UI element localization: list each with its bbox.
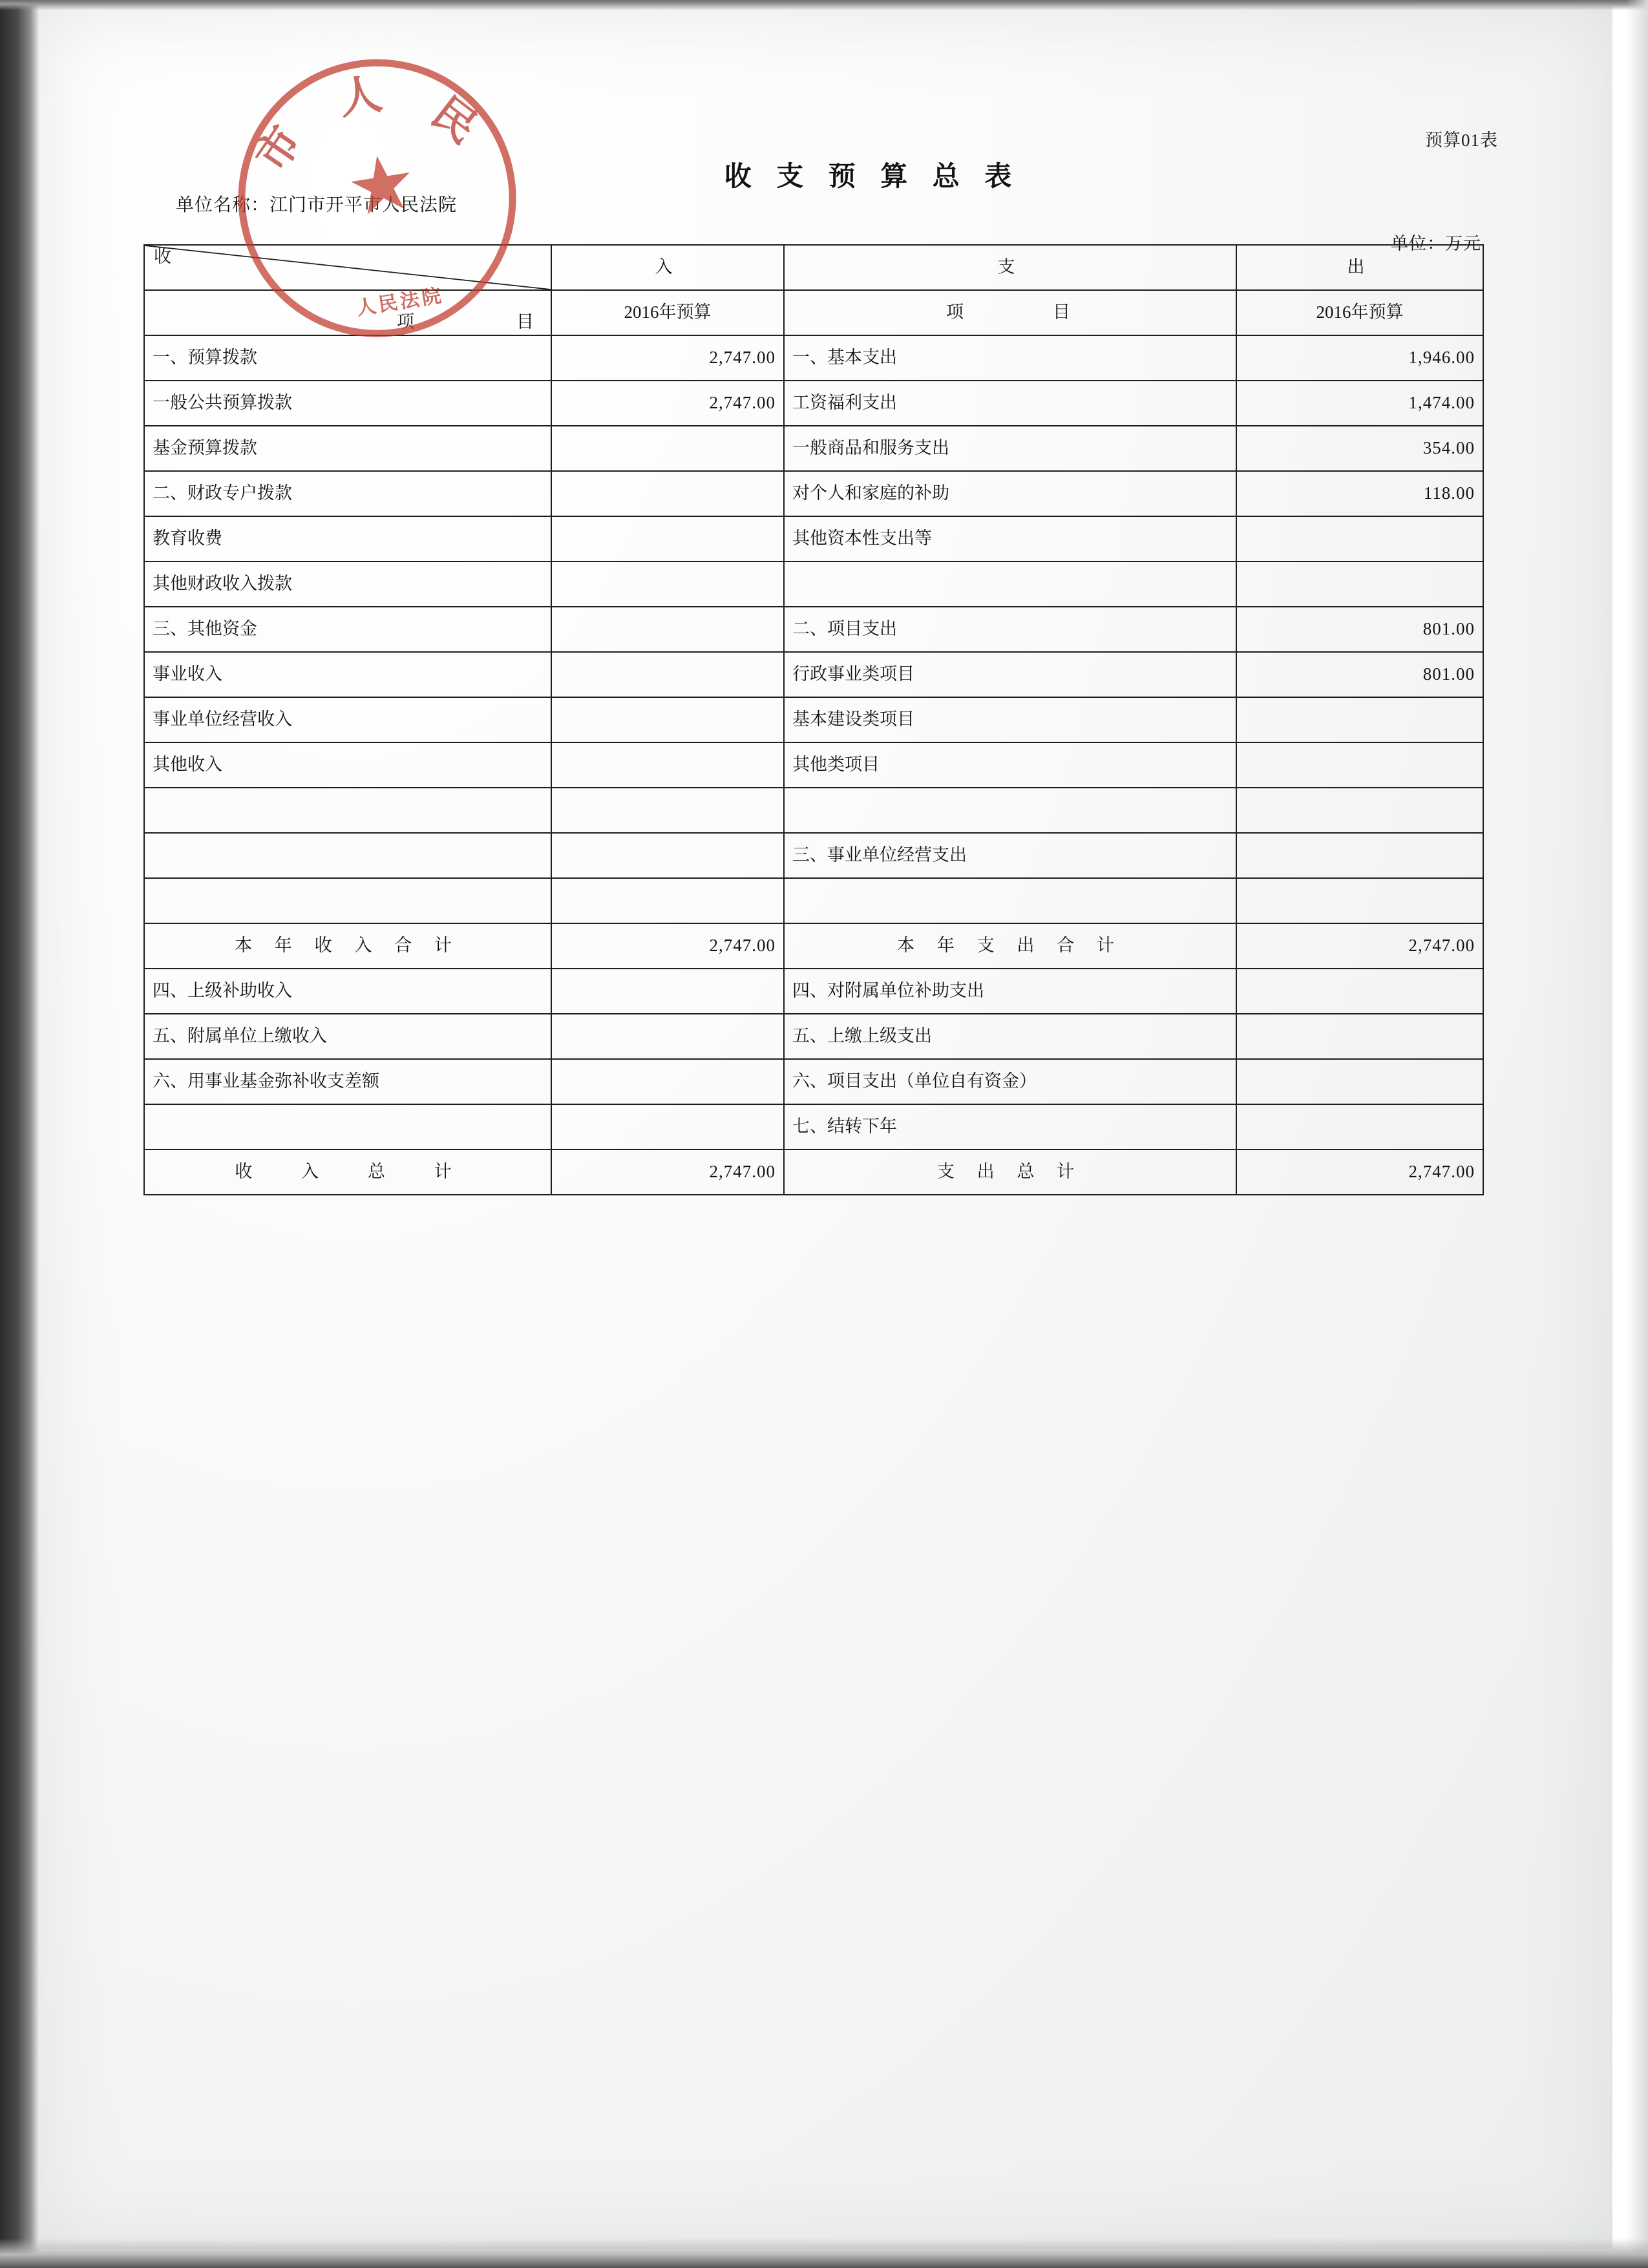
income-value bbox=[551, 833, 784, 878]
seal-arc-text: 市 人 民 bbox=[248, 70, 487, 180]
income-label: 三、其他资金 bbox=[144, 607, 551, 652]
expense-subtotal-value: 2,747.00 bbox=[1236, 923, 1483, 969]
income-value bbox=[551, 562, 784, 607]
seal-bottom-text: 人民法院 bbox=[355, 284, 445, 320]
income-value bbox=[551, 471, 784, 516]
income-split-top-text: 收 bbox=[154, 247, 178, 266]
income-value bbox=[551, 1059, 784, 1104]
income-value bbox=[551, 652, 784, 697]
expense-label: 六、项目支出（单位自有资金） bbox=[784, 1059, 1236, 1104]
income-label bbox=[144, 1104, 551, 1150]
table-row bbox=[144, 471, 1483, 516]
expense-value: 801.00 bbox=[1236, 607, 1483, 652]
grand-total-row bbox=[144, 1150, 1483, 1195]
income-label: 一、预算拨款 bbox=[144, 335, 551, 381]
expense-value bbox=[1236, 969, 1483, 1014]
income-label bbox=[144, 833, 551, 878]
table-row bbox=[144, 381, 1483, 426]
seal-star-icon: ★ bbox=[340, 137, 423, 233]
expense-label bbox=[784, 562, 1236, 607]
table-row bbox=[144, 1059, 1483, 1104]
income-label: 五、附属单位上缴收入 bbox=[144, 1014, 551, 1059]
income-label: 六、用事业基金弥补收支差额 bbox=[144, 1059, 551, 1104]
expense-value: 801.00 bbox=[1236, 652, 1483, 697]
budget-table bbox=[143, 244, 1484, 1195]
expense-value bbox=[1236, 788, 1483, 833]
expense-value bbox=[1236, 1104, 1483, 1150]
income-value bbox=[551, 607, 784, 652]
table-row bbox=[144, 833, 1483, 878]
expense-value: 354.00 bbox=[1236, 426, 1483, 471]
income-label: 二、财政专户拨款 bbox=[144, 471, 551, 516]
expense-label: 基本建设类项目 bbox=[784, 697, 1236, 742]
sheet-code-label: 预算01表 bbox=[1425, 131, 1498, 150]
table-row bbox=[144, 562, 1483, 607]
expense-year-header: 2016年预算 bbox=[1236, 290, 1483, 335]
expense-label: 三、事业单位经营支出 bbox=[784, 833, 1236, 878]
table-row bbox=[144, 1014, 1483, 1059]
income-label: 其他收入 bbox=[144, 742, 551, 788]
income-value bbox=[551, 788, 784, 833]
income-subtotal-label: 本 年 收 入 合 计 bbox=[144, 923, 551, 969]
table-row bbox=[144, 607, 1483, 652]
expense-value bbox=[1236, 697, 1483, 742]
expense-label: 工资福利支出 bbox=[784, 381, 1236, 426]
expense-value bbox=[1236, 878, 1483, 923]
table-row bbox=[144, 742, 1483, 788]
income-total-value: 2,747.00 bbox=[551, 1150, 784, 1195]
table-row bbox=[144, 969, 1483, 1014]
income-total-label: 收 入 总 计 bbox=[144, 1150, 551, 1195]
income-label: 教育收费 bbox=[144, 516, 551, 562]
expense-value bbox=[1236, 833, 1483, 878]
income-value bbox=[551, 1014, 784, 1059]
expense-value: 1,946.00 bbox=[1236, 335, 1483, 381]
expense-value bbox=[1236, 742, 1483, 788]
expense-label: 对个人和家庭的补助 bbox=[784, 471, 1236, 516]
income-label: 事业收入 bbox=[144, 652, 551, 697]
income-value bbox=[551, 969, 784, 1014]
expense-value bbox=[1236, 562, 1483, 607]
expense-label: 五、上缴上级支出 bbox=[784, 1014, 1236, 1059]
income-item-header-cell bbox=[144, 290, 551, 335]
table-row bbox=[144, 878, 1483, 923]
expense-total-value: 2,747.00 bbox=[1236, 1150, 1483, 1195]
table-header-row-1 bbox=[144, 245, 1483, 290]
expense-subtotal-label: 本 年 支 出 合 计 bbox=[784, 923, 1236, 969]
table-row bbox=[144, 788, 1483, 833]
income-value bbox=[551, 426, 784, 471]
expense-label bbox=[784, 878, 1236, 923]
income-item-header-text: 项 目 bbox=[397, 311, 540, 331]
unit-name-label: 单位名称：江门市开平市人民法院 bbox=[176, 195, 458, 215]
income-label bbox=[144, 878, 551, 923]
expense-label: 一、基本支出 bbox=[784, 335, 1236, 381]
income-label: 一般公共预算拨款 bbox=[144, 381, 551, 426]
expense-value: 1,474.00 bbox=[1236, 381, 1483, 426]
expense-label: 四、对附属单位补助支出 bbox=[784, 969, 1236, 1014]
income-value bbox=[551, 697, 784, 742]
income-label: 事业单位经营收入 bbox=[144, 697, 551, 742]
table-row bbox=[144, 1104, 1483, 1150]
page-title: 收 支 预 算 总 表 bbox=[724, 162, 1021, 192]
expense-label: 其他资本性支出等 bbox=[784, 516, 1236, 562]
income-year-header: 2016年预算 bbox=[551, 290, 784, 335]
table-row bbox=[144, 516, 1483, 562]
table-row bbox=[144, 335, 1483, 381]
expense-label: 七、结转下年 bbox=[784, 1104, 1236, 1150]
income-subtotal-value: 2,747.00 bbox=[551, 923, 784, 969]
table-row bbox=[144, 652, 1483, 697]
income-value bbox=[551, 1104, 784, 1150]
income-label: 四、上级补助收入 bbox=[144, 969, 551, 1014]
income-label bbox=[144, 788, 551, 833]
income-label: 基金预算拨款 bbox=[144, 426, 551, 471]
expense-label: 其他类项目 bbox=[784, 742, 1236, 788]
income-value bbox=[551, 516, 784, 562]
expense-value bbox=[1236, 1059, 1483, 1104]
expense-header-zhi: 支 bbox=[784, 245, 1236, 290]
expense-label: 二、项目支出 bbox=[784, 607, 1236, 652]
income-label: 其他财政收入拨款 bbox=[144, 562, 551, 607]
table-row bbox=[144, 697, 1483, 742]
income-value: 2,747.00 bbox=[551, 335, 784, 381]
income-value: 2,747.00 bbox=[551, 381, 784, 426]
unit-measure-label: 单位：万元 bbox=[1391, 234, 1481, 253]
table-row bbox=[144, 426, 1483, 471]
expense-header-out: 出 bbox=[1236, 245, 1483, 290]
expense-value bbox=[1236, 1014, 1483, 1059]
income-split-header bbox=[144, 245, 551, 290]
expense-total-label: 支 出 总 计 bbox=[784, 1150, 1236, 1195]
expense-label: 行政事业类项目 bbox=[784, 652, 1236, 697]
expense-value bbox=[1236, 516, 1483, 562]
expense-item-header: 项 目 bbox=[784, 290, 1236, 335]
income-header-in: 入 bbox=[551, 245, 784, 290]
expense-label: 一般商品和服务支出 bbox=[784, 426, 1236, 471]
income-value bbox=[551, 742, 784, 788]
expense-label bbox=[784, 788, 1236, 833]
expense-value: 118.00 bbox=[1236, 471, 1483, 516]
subtotal-row bbox=[144, 923, 1483, 969]
income-value bbox=[551, 878, 784, 923]
table-header-row-2 bbox=[144, 290, 1483, 335]
